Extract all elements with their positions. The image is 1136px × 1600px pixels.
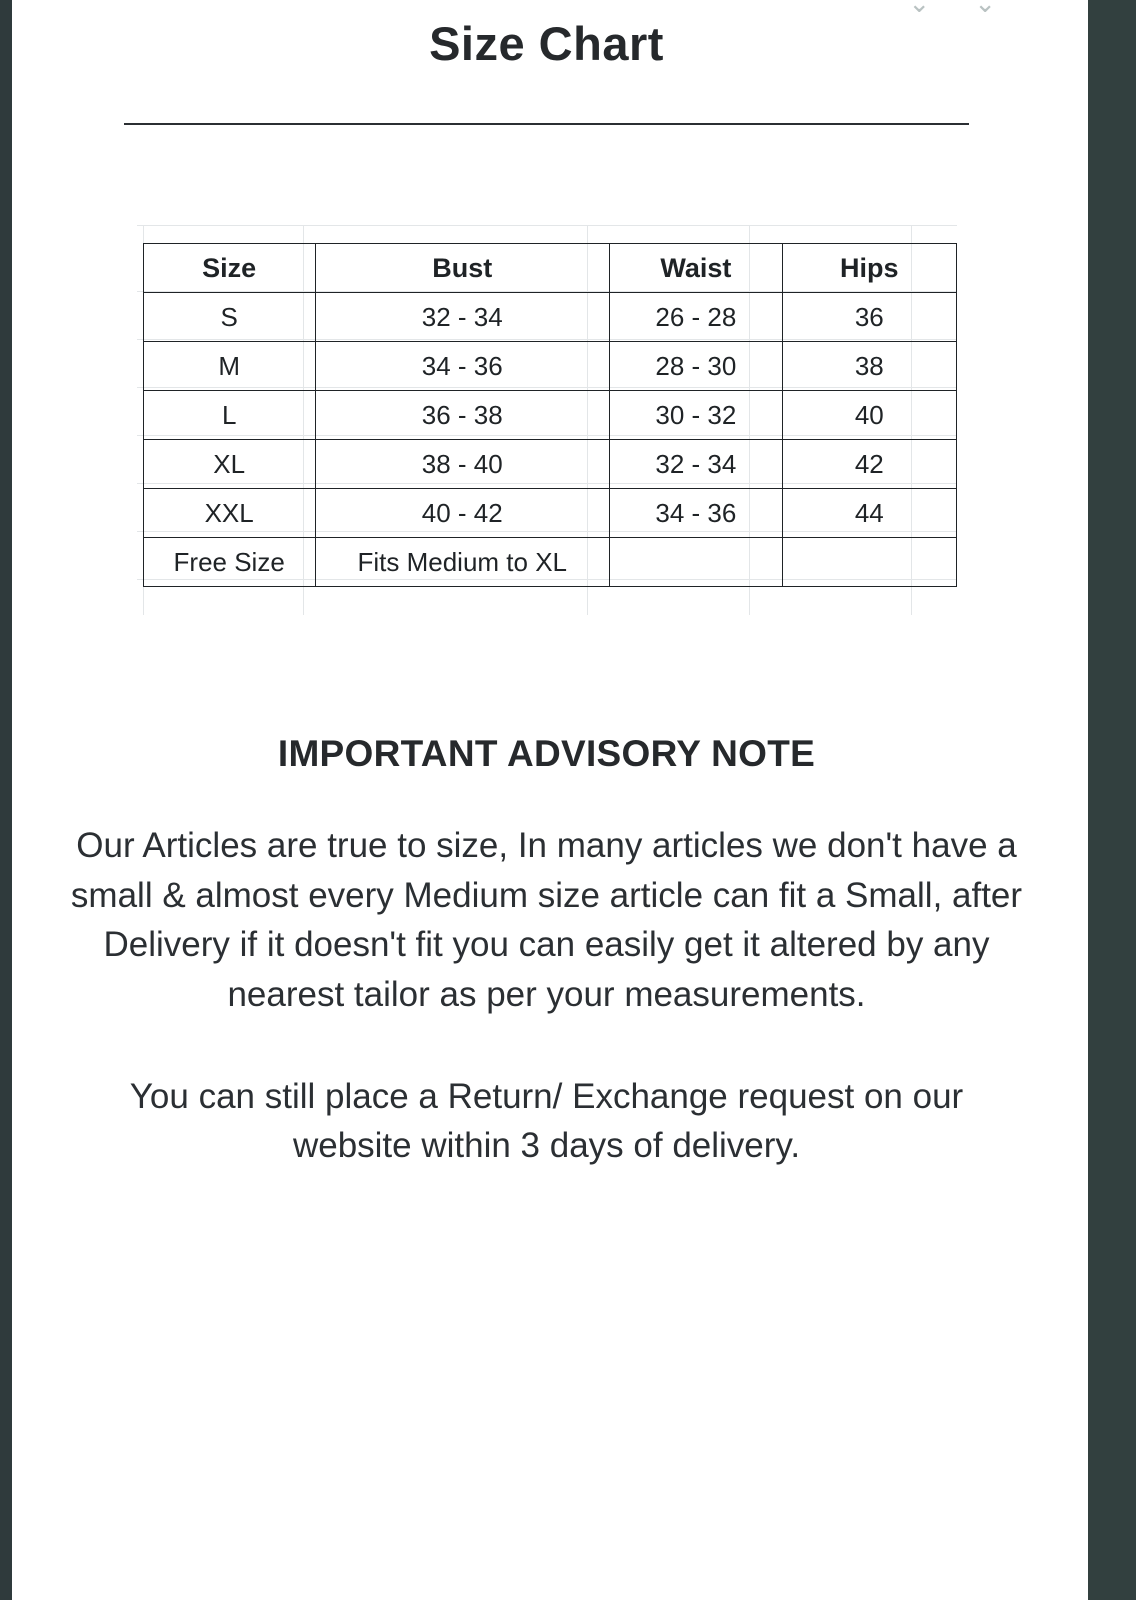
cell-size: Free Size: [143, 538, 315, 587]
cell-bust: Fits Medium to XL: [315, 538, 609, 587]
cell-hips: [783, 538, 956, 587]
cell-hips: 40: [783, 391, 956, 440]
cell-bust: 34 - 36: [315, 342, 609, 391]
table-header-row: [143, 244, 956, 293]
cell-size: XL: [143, 440, 315, 489]
table-row: [143, 489, 956, 538]
advisory-paragraph-2: You can still place a Return/ Exchange request on our website within 3 days of delivery.: [129, 1076, 964, 1166]
grid-line: [137, 225, 957, 226]
page-edge-right-gap: [1081, 0, 1088, 1600]
cell-hips: 36: [783, 293, 956, 342]
cell-bust: 36 - 38: [315, 391, 609, 440]
advisory-paragraph-1: Our Articles are true to size, In many articles we don't have a small & almost every Medium size article can fit a Small, after Delivery if it doesn't fit you can easily get it altered by any nearest tailor as per your measurements.: [70, 826, 1023, 1015]
page-title: Size Chart: [429, 17, 664, 70]
table-row: [143, 440, 956, 489]
cell-size: L: [143, 391, 315, 440]
cell-waist: 32 - 34: [609, 440, 782, 489]
cell-size: M: [143, 342, 315, 391]
size-chart-table: [143, 243, 957, 587]
cell-bust: 40 - 42: [315, 489, 609, 538]
column-header-size: Size: [143, 244, 315, 293]
cell-hips: 44: [783, 489, 956, 538]
page-edge-right: [1088, 0, 1136, 1600]
chevron-down-icon: ⌄: [974, 0, 996, 18]
advisory-heading: IMPORTANT ADVISORY NOTE: [277, 733, 816, 774]
cell-size: XXL: [143, 489, 315, 538]
title-divider: [124, 123, 969, 125]
cell-hips: 38: [783, 342, 956, 391]
chevron-down-icon: ⌄: [908, 0, 931, 18]
cell-waist: 28 - 30: [609, 342, 782, 391]
size-chart-sheet: [137, 225, 957, 615]
table-row: [143, 342, 956, 391]
page-edge-left: [0, 0, 12, 1600]
table-row: [143, 293, 956, 342]
column-header-hips: Hips: [783, 244, 956, 293]
cell-hips: 42: [783, 440, 956, 489]
table-row: [143, 391, 956, 440]
column-header-waist: Waist: [609, 244, 782, 293]
cell-waist: 26 - 28: [609, 293, 782, 342]
cell-waist: 30 - 32: [609, 391, 782, 440]
document-page: [12, 0, 1081, 1600]
cell-bust: 38 - 40: [315, 440, 609, 489]
table-row: [143, 538, 956, 587]
cell-waist: 34 - 36: [609, 489, 782, 538]
cell-bust: 32 - 34: [315, 293, 609, 342]
cell-size: S: [143, 293, 315, 342]
column-header-bust: Bust: [315, 244, 609, 293]
scroll-arrows: [908, 0, 996, 16]
cell-waist: [609, 538, 782, 587]
